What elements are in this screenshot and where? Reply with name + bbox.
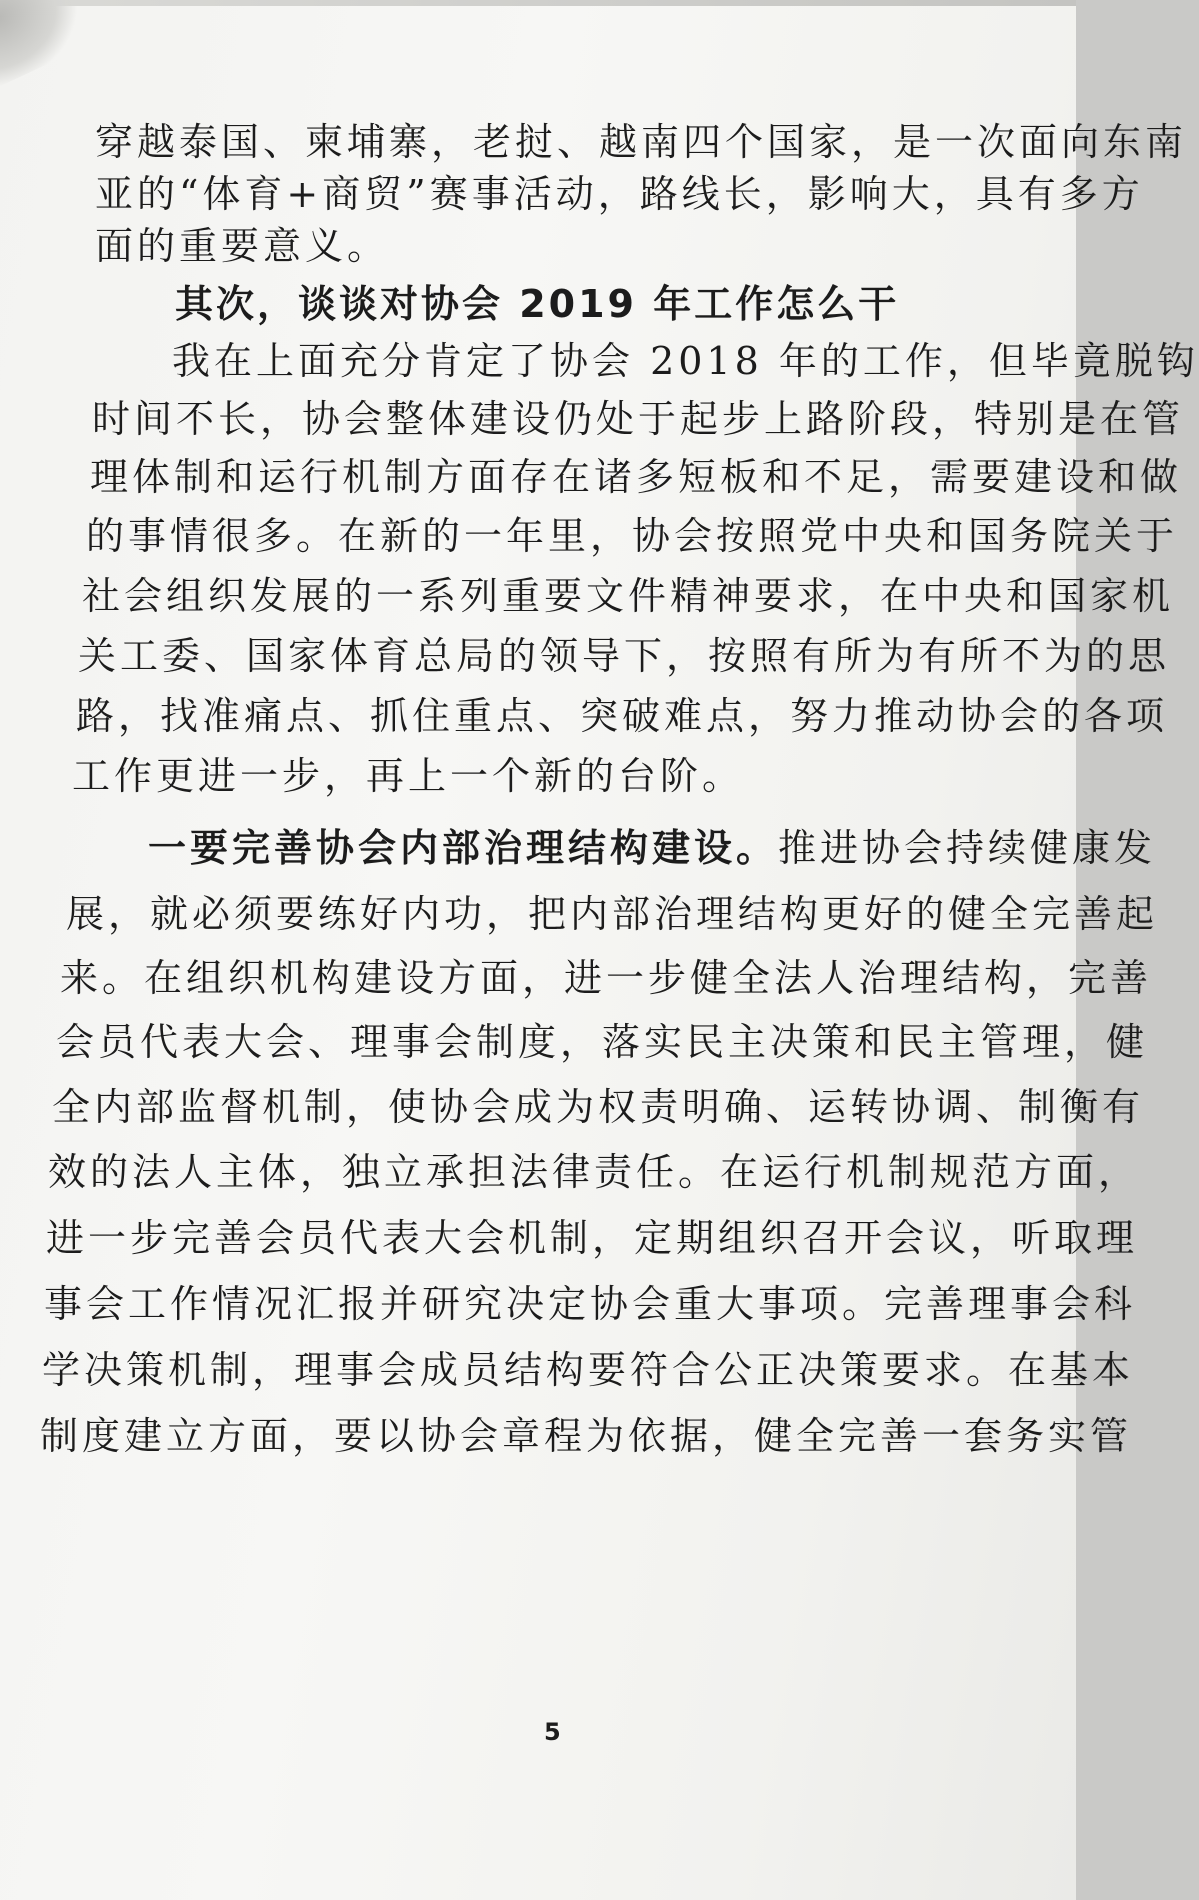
text-line: 全内部监督机制，使协会成为权责明确、运转协调、制衡有	[52, 1085, 1145, 1129]
text-line: 时间不长，协会整体建设仍处于起步上路阶段，特别是在管	[92, 397, 1185, 441]
text-line: 路，找准痛点、抓住重点、突破难点，努力推动协会的各项	[76, 694, 1169, 738]
text-line: 会员代表大会、理事会制度，落实民主决策和民主管理，健	[56, 1020, 1149, 1064]
text-line: 我在上面充分肯定了协会 2018 年的工作，但毕竟脱钩	[172, 339, 1199, 383]
text-line: 进一步完善会员代表大会机制，定期组织召开会议，听取理	[46, 1216, 1139, 1260]
text-line: 面的重要意义。	[95, 224, 390, 268]
text-line: 展，就必须要练好内功，把内部治理结构更好的健全完善起	[66, 892, 1159, 936]
text-line: 社会组织发展的一系列重要文件精神要求，在中央和国家机	[82, 574, 1175, 618]
text-line: 事会工作情况汇报并研究决定协会重大事项。完善理事会科	[44, 1282, 1137, 1326]
paragraph-lead: 一要完善协会内部治理结构建设。	[148, 826, 779, 870]
text-line: 来。在组织机构建设方面，进一步健全法人治理结构，完善	[60, 956, 1153, 1000]
paragraph-text: 推进协会持续健康发	[778, 826, 1157, 870]
text-line: 穿越泰国、柬埔寨，老挝、越南四个国家，是一次面向东南	[95, 120, 1188, 164]
text-line: 效的法人主体，独立承担法律责任。在运行机制规范方面，	[48, 1150, 1141, 1194]
text-line: 工作更进一步，再上一个新的台阶。	[72, 754, 745, 798]
body-text	[40, 120, 1199, 1700]
section-heading: 其次，谈谈对协会 2019 年工作怎么干	[175, 282, 900, 326]
text-line: 理体制和运行机制方面存在诸多短板和不足，需要建设和做	[90, 455, 1183, 499]
page-top-edge	[40, 0, 1076, 6]
text-line	[148, 822, 1156, 874]
text-line: 亚的“体育+商贸”赛事活动，路线长，影响大，具有多方	[95, 172, 1144, 216]
text-line: 制度建立方面，要以协会章程为依据，健全完善一套务实管	[40, 1414, 1133, 1458]
page-corner-fold	[0, 0, 94, 89]
page-number: 5	[544, 1718, 561, 1746]
text-line: 的事情很多。在新的一年里，协会按照党中央和国务院关于	[86, 514, 1179, 558]
text-line: 学决策机制，理事会成员结构要符合公正决策要求。在基本	[42, 1348, 1135, 1392]
text-line: 关工委、国家体育总局的领导下，按照有所为有所不为的思	[78, 634, 1171, 678]
